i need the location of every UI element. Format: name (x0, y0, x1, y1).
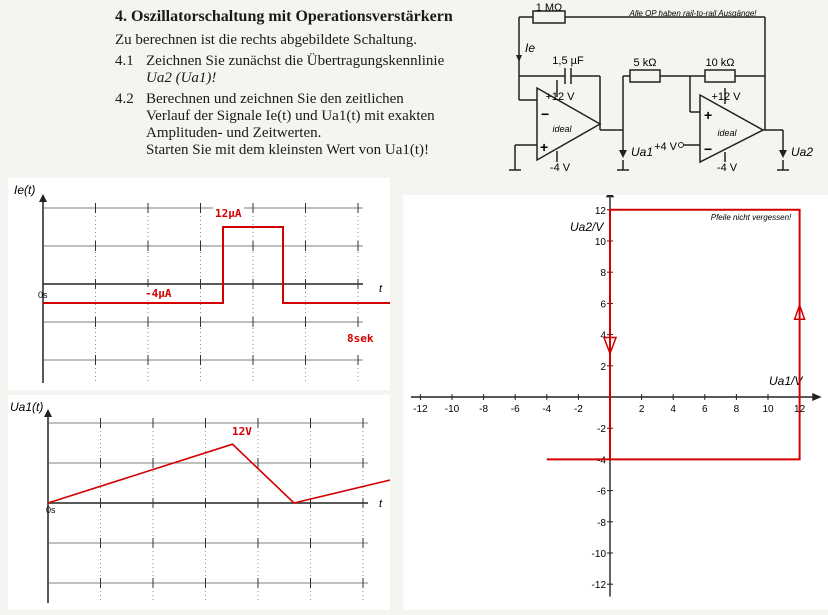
transfer-x-tick-label: -4 (542, 404, 552, 415)
ua1-grid (44, 409, 368, 603)
transfer-y-tick-label: -2 (597, 424, 606, 436)
transfer-y-tick-label: -8 (597, 517, 606, 529)
op1-plus-symbol: + (540, 139, 549, 155)
transfer-y-tick-label: 2 (600, 361, 606, 373)
task-item-1-text: Zeichnen Sie zunächst die Übertragungskennlinie (146, 53, 445, 69)
ie-grid (39, 194, 363, 383)
transfer-x-tick-label: 4 (670, 404, 676, 415)
transfer-y-tick-label: 12 (594, 205, 606, 217)
ie-origin-label: 0s (38, 290, 48, 300)
task-item-2-line-4: Starten Sie mit dem kleinsten Wert von Ua1(t)! (146, 142, 430, 158)
task-item-2-line-1: Berechnen und zeichnen Sie den zeitlichen (146, 91, 404, 107)
output-1-arrow-icon (619, 150, 627, 158)
ua1-y-axis-arrow-icon (44, 409, 52, 417)
transfer-x-tick-label: -6 (510, 404, 520, 415)
op2-plus-symbol: + (704, 107, 713, 123)
task-item-1-number: 4.1 (115, 53, 134, 69)
transfer-axes (411, 195, 822, 597)
ie-chart-title: Ie(t) (14, 183, 36, 197)
transfer-x-tick-label: -12 (413, 404, 428, 415)
transfer-y-axis-arrow-icon (606, 195, 614, 197)
label-op1-pos-supply: +12 V (545, 91, 575, 103)
task-item-2 (115, 91, 510, 159)
task-item-2-line-2: Verlauf der Signale Ie(t) und Ua1(t) mit exakten (146, 108, 435, 124)
ie-period-label: 8sek (345, 328, 380, 355)
ie-chart-panel (8, 178, 390, 390)
ua1-series-line (48, 444, 390, 503)
ie-low-label: -4µA (145, 287, 172, 300)
label-ref-voltage: +4 V (654, 141, 677, 153)
ua1-peak-label: 12V (232, 425, 252, 438)
label-r-feedback: 1 MΩ (535, 2, 563, 14)
transfer-x-tick-label: 12 (794, 404, 806, 415)
transfer-x-tick-label: -2 (573, 404, 583, 415)
transfer-note-line: Pfeile nicht vergessen! (710, 213, 792, 222)
transfer-x-label: Ua1/V (769, 374, 803, 388)
transfer-chart-panel (403, 195, 828, 610)
op1-minus-symbol: − (541, 106, 550, 122)
transfer-y-tick-label: -12 (591, 580, 606, 592)
ie-peak-label: 12µA (215, 207, 242, 220)
ua1-chart-title: Ua1(t) (10, 400, 44, 414)
transfer-y-tick-label: 8 (600, 268, 606, 280)
label-capacitor: 1,5 µF (552, 55, 584, 67)
transfer-series-line (547, 210, 800, 460)
transfer-x-tick-label: 8 (733, 404, 740, 415)
ua1-origin-label: 0s (46, 505, 56, 515)
transfer-y-tick-label: 10 (594, 237, 606, 248)
task-intro: Zu berechnen ist die rechts abgebildete Schaltung. (115, 32, 417, 48)
ua1-x-axis-label: t (379, 498, 383, 510)
ie-series-line (43, 227, 390, 303)
transfer-x-tick-label: -10 (444, 404, 460, 415)
transfer-x-axis-arrow-icon (812, 393, 821, 401)
current-arrow-icon (516, 55, 522, 62)
transfer-y-tick-label: -10 (591, 549, 606, 560)
transfer-y-tick-label: 6 (600, 299, 606, 311)
transfer-x-tick-label: -8 (479, 404, 489, 415)
task-text-block (115, 8, 510, 163)
circuit-schematic (505, 0, 828, 185)
transfer-y-tick-label: -4 (597, 455, 606, 467)
ie-chart (8, 178, 390, 390)
transfer-y-tick-label: 4 (600, 330, 606, 342)
transfer-chart (403, 195, 828, 610)
task-heading: 4. Oszillatorschaltung mit Operationsverstärkern (115, 8, 453, 25)
ua1-chart (8, 395, 390, 610)
label-r3: 10 kΩ (705, 57, 735, 69)
task-item-1-formula: Ua2 (Ua1)! (146, 70, 217, 86)
label-op1-neg-supply: -4 V (549, 162, 571, 174)
transfer-x-tick-label: 2 (638, 404, 645, 415)
ref-terminal (679, 143, 684, 148)
task-item-2-line-3: Amplituden- und Zeitwerten. (146, 125, 322, 141)
transfer-y-tick-label: -6 (597, 486, 606, 498)
transfer-x-tick-label: 10 (762, 404, 774, 415)
transfer-x-tick-label: 6 (702, 404, 708, 415)
task-item-1 (115, 53, 510, 87)
label-op2-pos-supply: +12 V (711, 91, 741, 103)
transfer-y-label: Ua2/V (570, 220, 604, 234)
label-op2-neg-supply: -4 V (716, 162, 738, 174)
label-op1-ideal: ideal (552, 124, 572, 134)
output-2-arrow-icon (779, 150, 787, 158)
resistor-10k (705, 70, 735, 82)
ie-x-axis-label: t (379, 283, 383, 295)
resistor-5k (630, 70, 660, 82)
task-item-2-number: 4.2 (115, 91, 134, 107)
label-op2-ideal: ideal (717, 128, 737, 138)
label-rail-note: Alle OP haben rail-to-rail Ausgänge! (629, 9, 757, 18)
label-out1: Ua1 (631, 145, 654, 159)
op2-minus-symbol: − (704, 141, 713, 157)
ua1-chart-panel (8, 395, 390, 610)
label-out2: Ua2 (791, 145, 814, 159)
label-current: Ie (525, 41, 536, 55)
label-r2: 5 kΩ (633, 57, 657, 69)
ie-y-axis-arrow-icon (39, 194, 47, 202)
